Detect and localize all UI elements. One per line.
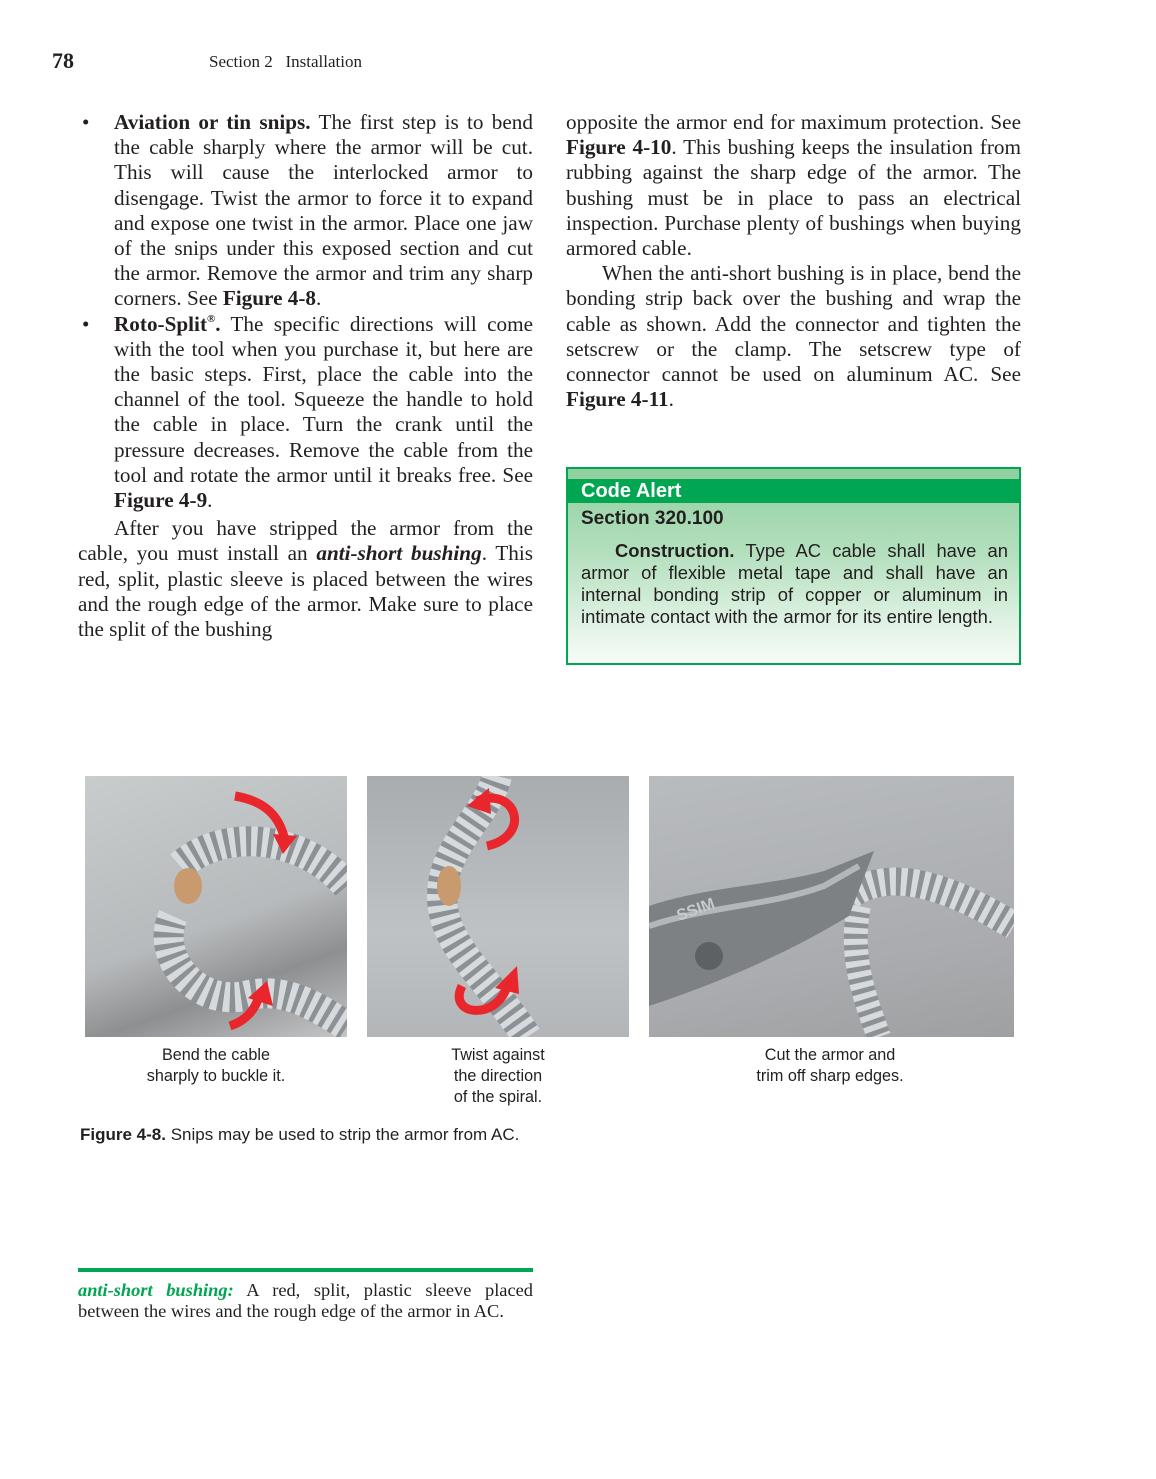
glossary-divider bbox=[78, 1268, 533, 1272]
figure-ref: Figure 4-9 bbox=[114, 488, 208, 513]
page-number: 78 bbox=[52, 48, 74, 73]
paragraph-text: opposite the armor end for maximum protection. See bbox=[566, 110, 1021, 134]
code-alert-header: Code Alert bbox=[568, 479, 1019, 503]
svg-text:SSIM: SSIM bbox=[674, 895, 718, 925]
caption-line: Twist against bbox=[451, 1046, 545, 1064]
caption-line: Bend the cable bbox=[161, 1046, 270, 1064]
code-alert-box bbox=[566, 467, 1021, 665]
photo-cut-armor bbox=[649, 776, 1014, 1037]
figure-ref: Figure 4-8 bbox=[222, 286, 317, 311]
punctuation: . bbox=[215, 311, 221, 336]
paragraph-text: . This red, split, plastic sleeve is placed between the wires and the rough edge of the armor. Make sure to place the split of the bushing bbox=[78, 541, 533, 642]
code-alert-section: Section 320.100 bbox=[581, 508, 724, 529]
figure-ref: Figure 4-10 bbox=[566, 135, 672, 160]
bullet-title: Aviation or tin snips. bbox=[114, 110, 311, 134]
glossary-entry bbox=[78, 1280, 533, 1322]
code-alert-text: Type AC cable shall have an armor of flexible metal tape and shall have an internal bonding strip of copper or aluminum in intimate contact with the armor for its entire length. bbox=[581, 540, 1008, 627]
figure-title bbox=[80, 1125, 519, 1145]
caption-twist bbox=[398, 1045, 598, 1108]
body-paragraph bbox=[78, 516, 533, 642]
caption-bend bbox=[116, 1045, 316, 1087]
paragraph-text: When the anti-short bushing is in place, bend the bonding strip back over the bushing and wrap the cable as shown. Add the connector and tighten the setscrew or the clamp. The setscrew type of connector cannot be used on aluminum AC. See bbox=[566, 261, 1021, 387]
caption-line: sharply to buckle it. bbox=[146, 1067, 286, 1085]
caption-line: trim off sharp edges. bbox=[756, 1067, 904, 1085]
snips-illustration bbox=[649, 776, 1014, 1037]
photo-twist-cable bbox=[367, 776, 629, 1037]
key-term: anti-short bushing bbox=[316, 541, 482, 566]
paragraph-text: . This bushing keeps the insulation from rubbing against the sharp edge of the armor. The bushing must be in place to pass an electrical inspection. Purchase plenty of bushings when buying armored cable. bbox=[566, 135, 1021, 261]
running-head: Section 2 Installation bbox=[209, 52, 362, 71]
code-alert-lead: Construction. bbox=[615, 540, 735, 561]
code-alert-body bbox=[568, 531, 1019, 628]
bullet-text: The first step is to bend the cable sharply where the armor will be cut. This will cause the interlocked armor to disengage. Twist the armor to force it to expand and expose one twist in the armor. Place one jaw of the snips under this exposed section and cut the armor. Remove the armor and trim any sharp corners. See bbox=[114, 110, 533, 311]
glossary-definition: A red, split, plastic sleeve placed between the wires and the rough edge of the armor in AC. bbox=[78, 1280, 533, 1321]
caption-line: the direction bbox=[453, 1067, 543, 1085]
bullet-icon: • bbox=[82, 110, 90, 134]
punctuation: . bbox=[207, 488, 213, 513]
left-column bbox=[78, 110, 533, 642]
figure-label: Figure 4-8. bbox=[80, 1125, 166, 1144]
twisted-cable-illustration bbox=[367, 776, 629, 1037]
photo-bend-cable bbox=[85, 776, 347, 1037]
punctuation: . bbox=[316, 286, 322, 311]
bullet-text: The specific directions will come with the tool when you purchase it, but here are the basic steps. First, place the cable into the channel of the tool. Squeeze the handle to hold the cable in place. Turn the crank until the pressure decreases. Remove the cable from the tool and rotate the armor until it breaks free. See bbox=[114, 311, 533, 487]
bullet-item-snips bbox=[78, 110, 533, 312]
caption-line: Cut the armor and bbox=[764, 1046, 896, 1064]
caption-line: of the spiral. bbox=[453, 1088, 543, 1106]
paragraph-text: . bbox=[668, 387, 674, 412]
caption-cut bbox=[730, 1045, 930, 1087]
right-column bbox=[566, 110, 1021, 412]
figure-4-8-photos bbox=[85, 776, 1014, 1037]
bullet-item-roto-split bbox=[78, 312, 533, 514]
body-paragraph bbox=[566, 110, 1021, 261]
bent-cable-illustration bbox=[85, 776, 347, 1037]
figure-ref: Figure 4-11 bbox=[566, 387, 669, 412]
figure-title-text: Snips may be used to strip the armor from AC. bbox=[165, 1125, 520, 1144]
bullet-title-text: Roto-Split bbox=[114, 311, 207, 336]
paragraph-text: After you have stripped the armor from the cable, you must install an bbox=[78, 516, 533, 566]
glossary-term: anti-short bushing: bbox=[78, 1280, 234, 1300]
bullet-icon: • bbox=[82, 311, 90, 336]
body-paragraph bbox=[566, 261, 1021, 412]
registered-mark: ® bbox=[207, 312, 216, 325]
bullet-title bbox=[114, 312, 221, 336]
